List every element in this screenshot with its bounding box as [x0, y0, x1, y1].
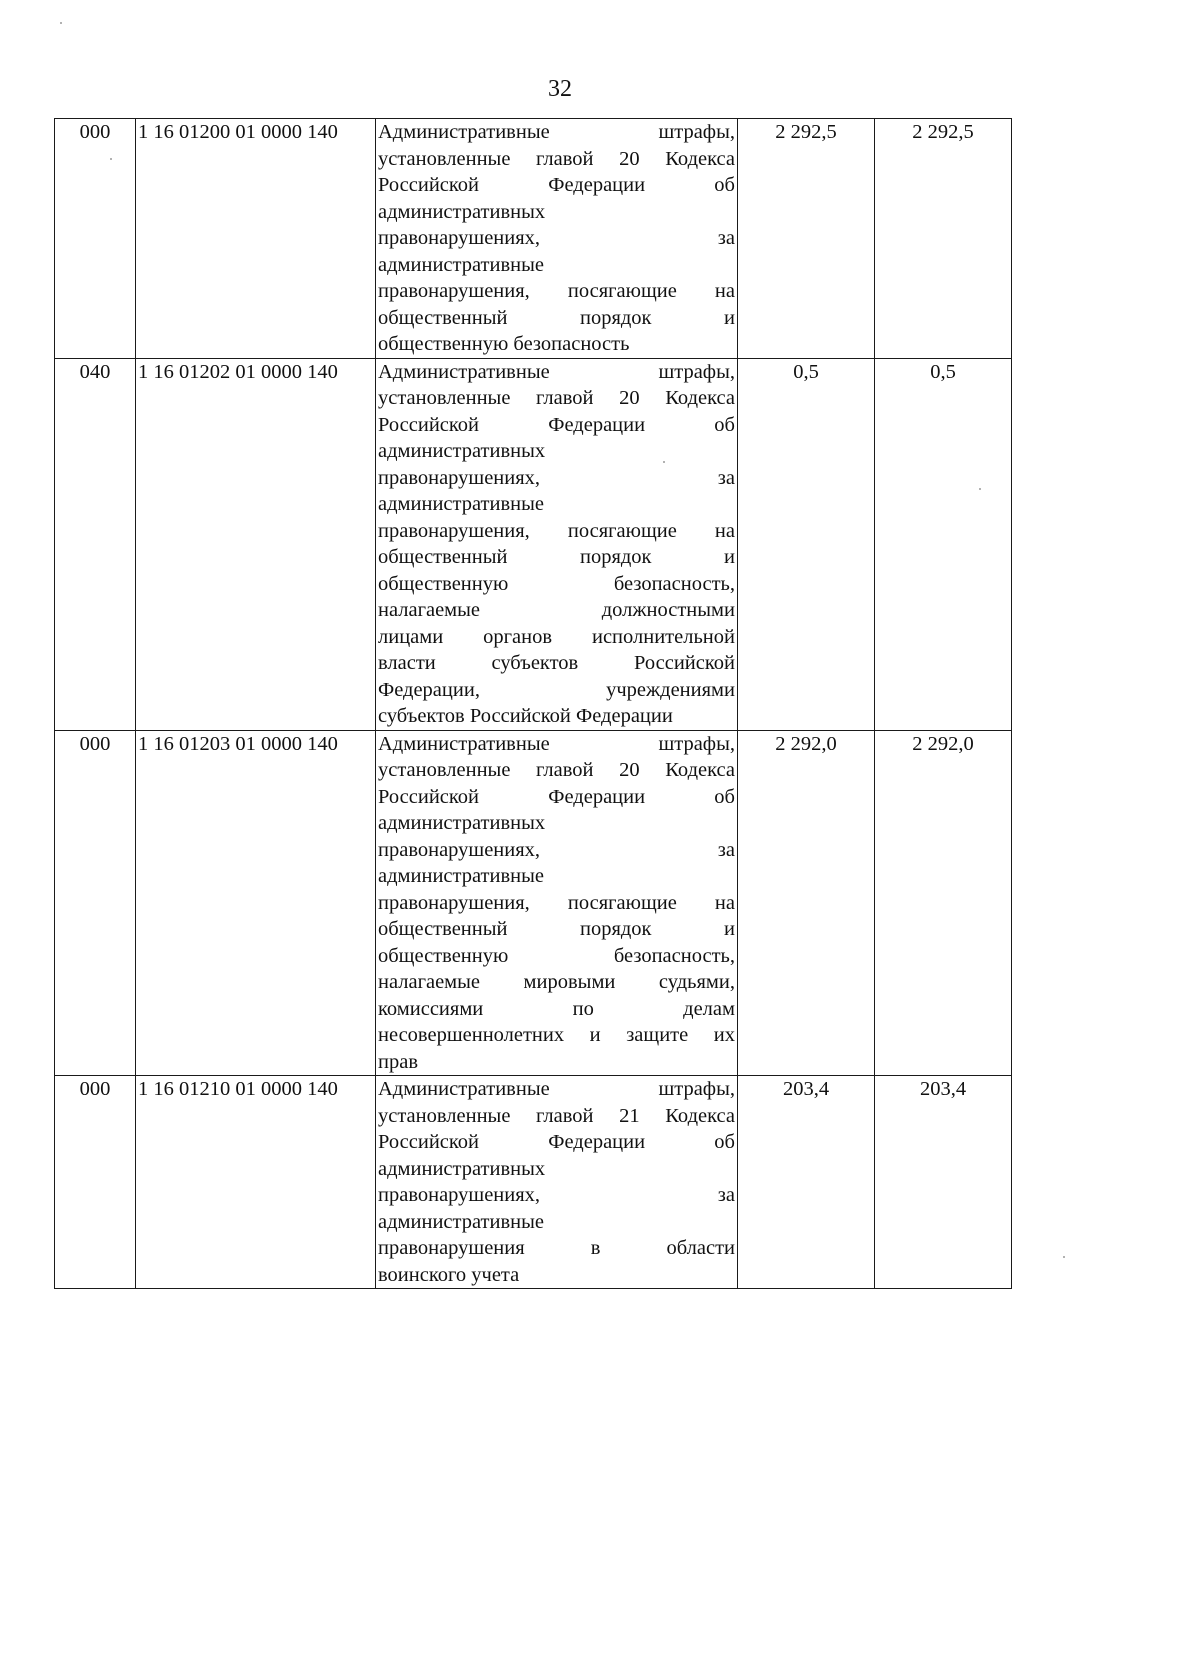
revenue-name-line: Административные штрафы, [378, 732, 735, 755]
amount-cell-1: 203,4 [738, 1076, 875, 1289]
scan-speck [110, 158, 112, 160]
kbk-code-cell: 1 16 01203 01 0000 140 [136, 730, 376, 1076]
revenue-table [54, 118, 1012, 1289]
revenue-name-line: административные [378, 493, 544, 515]
revenue-name-line: установленные главой 20 Кодекса [378, 387, 735, 409]
revenue-name-line: административные [378, 253, 544, 276]
revenue-name-line: установленные главой 20 Кодекса [378, 147, 735, 170]
admin-code-cell: 000 [55, 1076, 136, 1289]
revenue-name-line: общественную безопасность, [378, 944, 735, 967]
revenue-name-line: административных [378, 812, 546, 834]
revenue-name-line: воинского учета [378, 1263, 520, 1286]
revenue-name-line: прав [378, 1050, 418, 1073]
revenue-name-line: правонарушения, посягающие на [378, 519, 735, 542]
revenue-name-line: налагаемые должностными [378, 599, 735, 621]
admin-code-cell: 000 [55, 119, 136, 359]
revenue-name-line: административных [378, 440, 546, 462]
revenue-name-line: правонарушениях, за [378, 227, 735, 249]
revenue-name-cell [376, 730, 738, 1076]
revenue-name-line: установленные главой 21 Кодекса [378, 1104, 735, 1127]
admin-code-cell: 000 [55, 730, 136, 1076]
revenue-name-line: правонарушения, посягающие на [378, 280, 735, 302]
revenue-name-line: Административные штрафы, [378, 1078, 735, 1100]
revenue-name-line: общественную безопасность [378, 333, 630, 355]
revenue-name-line: правонарушения, посягающие на [378, 891, 735, 914]
revenue-name-line: Административные штрафы, [378, 360, 735, 383]
revenue-name-line: общественную безопасность, [378, 572, 735, 595]
amount-cell-1: 0,5 [738, 358, 875, 730]
amount-cell-2: 2 292,5 [875, 119, 1012, 359]
revenue-name-line: несовершеннолетних и защите их [378, 1024, 735, 1046]
revenue-name-line: общественный порядок и [378, 918, 735, 940]
revenue-name-line: административные [378, 1210, 544, 1233]
revenue-name-line: лицами органов исполнительной [378, 625, 735, 648]
kbk-code-cell: 1 16 01210 01 0000 140 [136, 1076, 376, 1289]
revenue-name-line: административные [378, 865, 544, 887]
revenue-name-line: власти субъектов Российской [378, 652, 735, 674]
revenue-name-line: Российской Федерации об [378, 785, 735, 808]
revenue-name-line: установленные главой 20 Кодекса [378, 759, 735, 781]
revenue-name-line: общественный порядок и [378, 306, 735, 329]
revenue-name-line: Российской Федерации об [378, 174, 735, 196]
revenue-name-line: налагаемые мировыми судьями, [378, 971, 735, 993]
revenue-name-cell [376, 1076, 738, 1289]
kbk-code-cell: 1 16 01202 01 0000 140 [136, 358, 376, 730]
table-row [55, 730, 1012, 1076]
scan-speck [979, 488, 981, 490]
amount-cell-1: 2 292,0 [738, 730, 875, 1076]
admin-code-cell: 040 [55, 358, 136, 730]
amount-cell-2: 0,5 [875, 358, 1012, 730]
revenue-name-cell [376, 119, 738, 359]
table-row [55, 1076, 1012, 1289]
scan-speck [1063, 1256, 1065, 1258]
revenue-name-line: административных [378, 1157, 546, 1180]
revenue-name-line: комиссиями по делам [378, 997, 735, 1020]
table-body [55, 119, 1012, 1289]
table-row [55, 119, 1012, 359]
revenue-name-line: правонарушениях, за [378, 838, 735, 861]
revenue-name-line: Федерации, учреждениями [378, 678, 735, 701]
revenue-name-line: правонарушениях, за [378, 466, 735, 489]
scan-speck [663, 461, 665, 463]
revenue-name-line: административных [378, 200, 546, 223]
amount-cell-1: 2 292,5 [738, 119, 875, 359]
kbk-code-cell: 1 16 01200 01 0000 140 [136, 119, 376, 359]
revenue-name-line: Российской Федерации об [378, 413, 735, 436]
revenue-name-line: Административные штрафы, [378, 121, 735, 143]
revenue-name-line: правонарушениях, за [378, 1184, 735, 1206]
page-number: 32 [548, 76, 572, 102]
table-row [55, 358, 1012, 730]
revenue-name-cell [376, 358, 738, 730]
revenue-name-line: Российской Федерации об [378, 1131, 735, 1153]
revenue-name-line: правонарушения в области [378, 1237, 735, 1259]
revenue-name-line: общественный порядок и [378, 546, 735, 568]
scan-speck [60, 22, 62, 24]
amount-cell-2: 2 292,0 [875, 730, 1012, 1076]
amount-cell-2: 203,4 [875, 1076, 1012, 1289]
revenue-name-line: субъектов Российской Федерации [378, 705, 673, 727]
